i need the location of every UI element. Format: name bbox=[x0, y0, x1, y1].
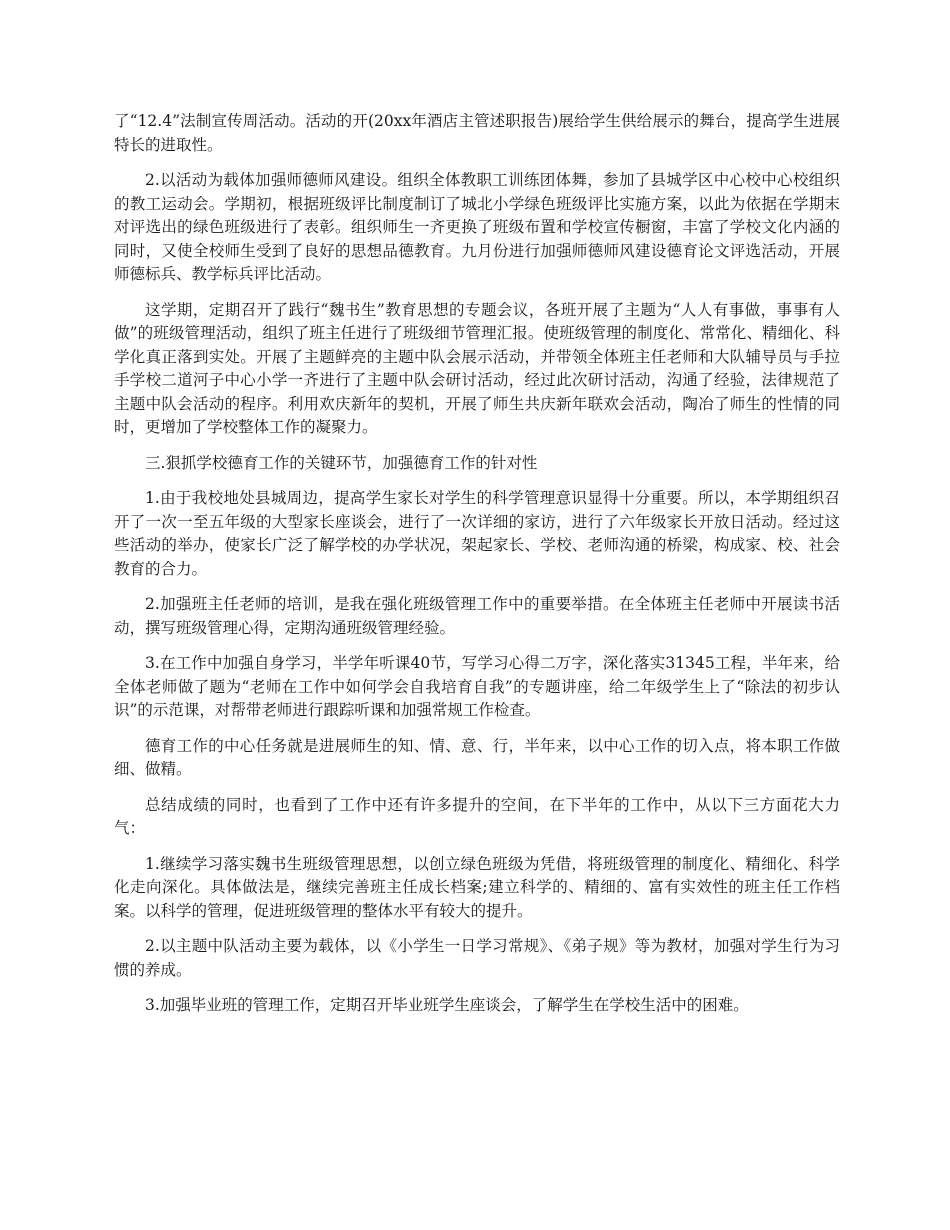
paragraph: 1.继续学习落实魏书生班级管理思想，以创立绿色班级为凭借，将班级管理的制度化、精细化、科学化走向深化。具体做法是，继续完善班主任成长档案;建立科学的、精细的、富有实效性的班主任工作档案。以科学的管理，促进班级管理的整体水平有较大的提升。 bbox=[114, 854, 840, 920]
paragraph: 1.由于我校地处县城周边，提高学生家长对学生的科学管理意识显得十分重要。所以，本学期组织召开了一次一至五年级的大型家长座谈会，进行了一次详细的家访，进行了六年级家长开放日活动。经过这些活动的举办，使家长广泛了解学校的办学状况，架起家长、学校、老师沟通的桥梁，构成家、校、社会教育的合力。 bbox=[114, 489, 840, 578]
paragraph: 了“12.4”法制宣传周活动。活动的开(20xx年酒店主管述职报告)展给学生供给展示的舞台，提高学生进展特长的进取性。 bbox=[114, 112, 840, 154]
paragraph: 3.在工作中加强自身学习，半学年听课40节，写学习心得二万字，深化落实31345工程，半年来，给全体老师做了题为“老师在工作中如何学会自我培育自我”的专题讲座，给二年级学生上了“除法的初步认识”的示范课，对帮带老师进行跟踪听课和加强常规工作检查。 bbox=[114, 654, 840, 719]
paragraph: 2.加强班主任老师的培训，是我在强化班级管理工作中的重要举措。在全体班主任老师中开展读书活动，撰写班级管理心得，定期沟通班级管理经验。 bbox=[114, 595, 840, 637]
paragraph: 这学期，定期召开了践行“魏书生”教育思想的专题会议，各班开展了主题为“人人有事做，事事有人做”的班级管理活动，组织了班主任进行了班级细节管理汇报。使班级管理的制度化、常常化、精细化、科学化真正落到实处。开展了主题鲜亮的主题中队会展示活动，并带领全体班主任老师和大队辅导员与手拉手学校二道河子中心小学一齐进行了主题中队会研讨活动，经过此次研讨活动，沟通了经验，法律规范了主题中队会活动的程序。利用欢庆新年的契机，开展了师生共庆新年联欢会活动，陶冶了师生的性情的同时，更增加了学校整体工作的凝聚力。 bbox=[114, 300, 840, 436]
document-body bbox=[114, 110, 840, 1030]
section-heading: 三.狠抓学校德育工作的关键环节，加强德育工作的针对性 bbox=[145, 453, 538, 472]
paragraph: 2.以活动为载体加强师德师风建设。组织全体教职工训练团体舞，参加了县城学区中心校中心校组织的教工运动会。学期初，根据班级评比制度制订了城北小学绿色班级评比实施方案，以此为依据在学期末对评选出的绿色班级进行了表彰。组织师生一齐更换了班级布置和学校宣传橱窗，丰富了学校文化内涵的同时，又使全校师生受到了良好的思想品德教育。九月份进行加强师德师风建设德育论文评选活动，开展师德标兵、教学标兵评比活动。 bbox=[114, 171, 840, 283]
paragraph: 2.以主题中队活动主要为载体，以《小学生一日学习常规》、《弟子规》等为教材，加强对学生行为习惯的养成。 bbox=[114, 937, 840, 979]
paragraph: 总结成绩的同时，也看到了工作中还有许多提升的空间，在下半年的工作中，从以下三方面花大力气： bbox=[114, 795, 840, 837]
paragraph: 3.加强毕业班的管理工作，定期召开毕业班学生座谈会，了解学生在学校生活中的困难。 bbox=[145, 996, 749, 1014]
paragraph: 德育工作的中心任务就是进展师生的知、情、意、行，半年来，以中心工作的切入点，将本职工作做细、做精。 bbox=[114, 736, 840, 778]
